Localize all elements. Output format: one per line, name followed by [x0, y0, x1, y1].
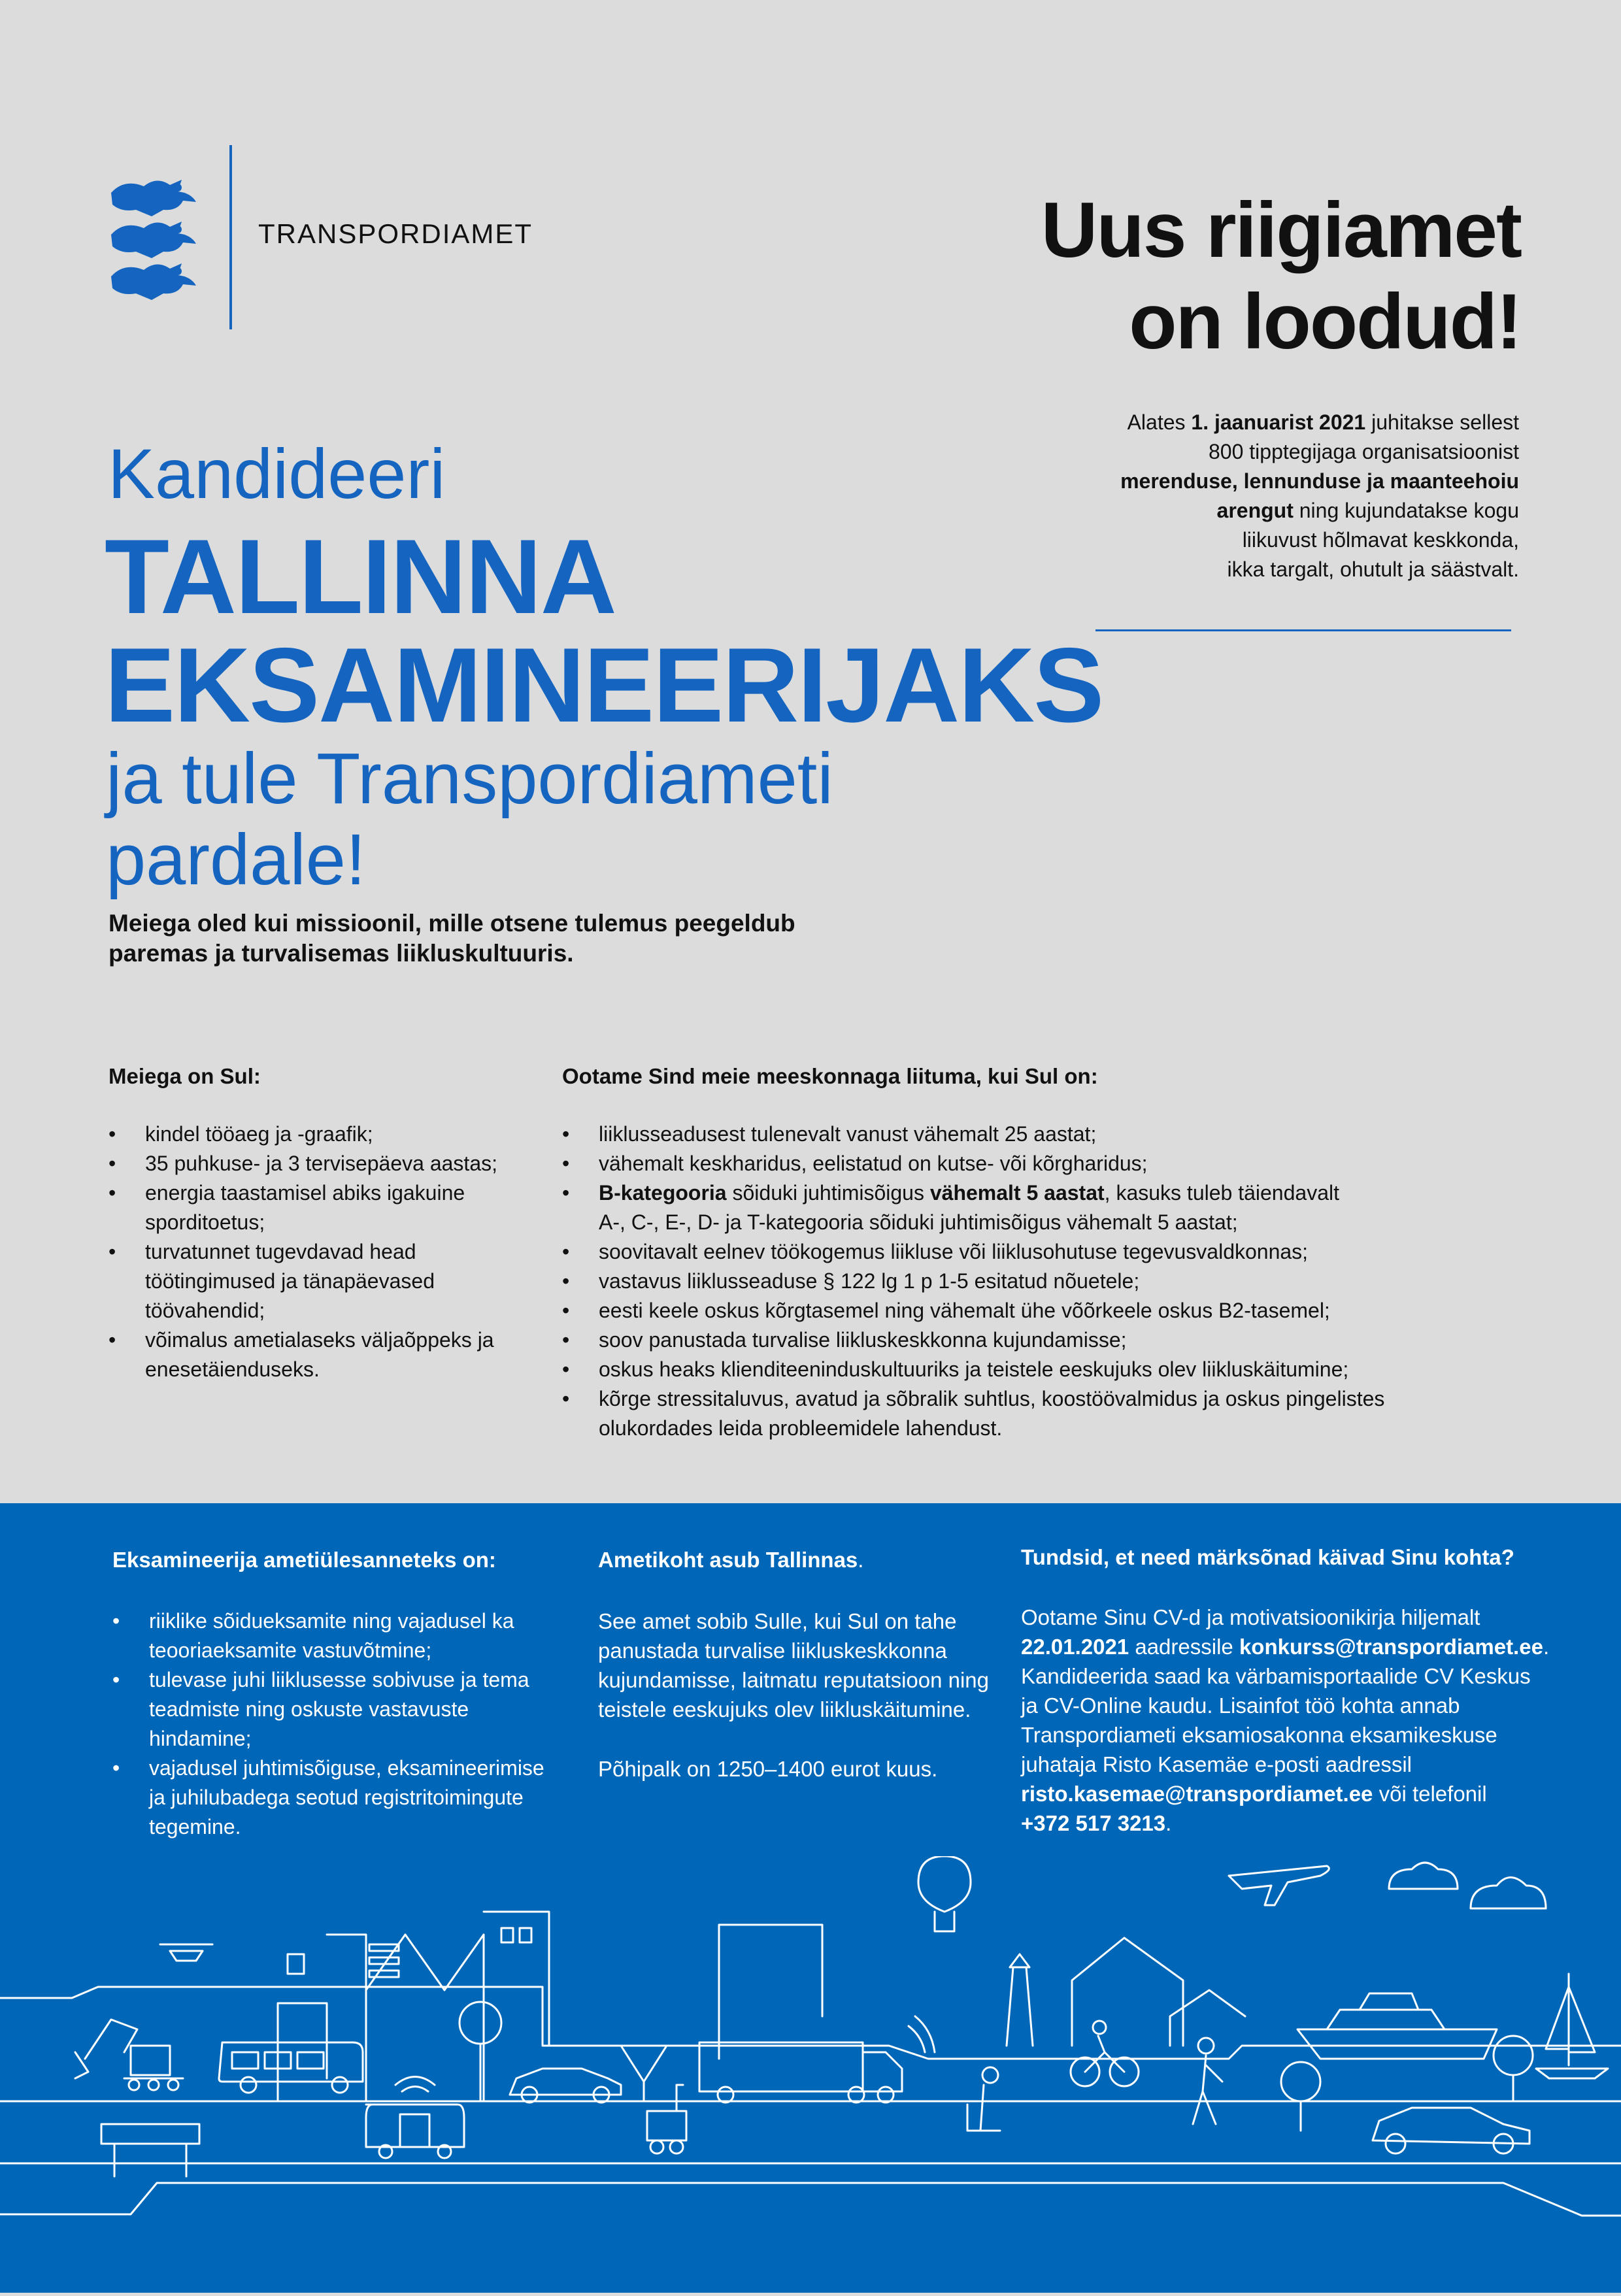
list-item: • B-kategooria sõiduki juhtimisõigus vähemalt 5 aastat, kasuks tuleb täiendavalt A-, C-, E-, D- ja T-kategooria sõiduki juhtimisõigus vähemalt 5 aastat;: [562, 1178, 1384, 1237]
application-email-link[interactable]: konkurss@transpordiamet.ee: [1239, 1635, 1543, 1659]
intro-text: Alates 1. jaanuarist 2021 juhitakse sellest 800 tipptegijaga organisatsioonist merenduse, lennunduse ja maanteehoiu arengut ning kujundatakse kogu liikuvust hõlmavat keskkonda, ikka targalt, ohutult ja säästvalt.: [1120, 410, 1519, 581]
headline-line-2: on loodud!: [1129, 278, 1521, 365]
list-item: • oskus heaks klienditeeninduskultuuriks ja teistele eeskujuks olev liikluskäitumine;: [562, 1355, 1384, 1384]
hero-subtitle: ja tule Transpordiameti pardale!: [106, 739, 833, 900]
list-item: • vajadusel juhtimisõiguse, eksamineerimise ja juhilubadega seotud registritoimingute tegemine.: [112, 1754, 544, 1842]
phone-number[interactable]: +372 517 3213: [1021, 1811, 1166, 1835]
duties-heading: Eksamineerija ametiülesanneteks on:: [112, 1548, 496, 1572]
hero-title: TALLINNA EKSAMINEERIJAKS: [105, 518, 1103, 744]
duties-list: [112, 1606, 544, 1842]
list-item: • vähemalt keskharidus, eelistatud on kutse- või kõrgharidus;: [562, 1149, 1384, 1178]
location-heading: Ametikoht asub Tallinnas.: [598, 1548, 864, 1572]
list-item: • võimalus ametialaseks väljaõppeks ja enesetäienduseks.: [109, 1325, 497, 1384]
list-item: • riiklike sõidueksamite ning vajadusel ka teooriaeksamite vastuvõtmine;: [112, 1606, 544, 1665]
cta-text: Ootame Sinu CV-d ja motivatsioonikirja hiljemalt 22.01.2021 aadressile konkurss@transpordiamet.ee. Kandideerida saad ka värbamisportaalide CV Keskus ja CV-Online kaudu. Lisainfot töö kohta annab Transpordiameti eksamiosakonna eksamikeskuse juhataja Risto Kasemäe e-posti aadressil risto.kasemae@transpordiamet.ee või telefonil +372 517 3213.: [1021, 1605, 1550, 1835]
benefits-list: [109, 1120, 497, 1384]
list-item: • kõrge stressitaluvus, avatud ja sõbralik suhtlus, koostöövalmidus ja oskus pingelistes olukordades leida probleemidele lahendust.: [562, 1384, 1384, 1443]
coat-of-arms-icon: [105, 173, 203, 304]
deadline-date: 22.01.2021: [1021, 1635, 1129, 1659]
cta-heading: Tundsid, et need märksõnad käivad Sinu kohta?: [1021, 1545, 1514, 1569]
headline-line-1: Uus riigiamet: [1041, 186, 1521, 274]
contact-email-link[interactable]: risto.kasemae@transpordiamet.ee: [1021, 1782, 1373, 1806]
list-item: • tulevase juhi liiklusesse sobivuse ja tema teadmiste ning oskuste vastavuste hindamine;: [112, 1665, 544, 1754]
list-item: • eesti keele oskus kõrgtasemel ning vähemalt ühe võõrkeele oskus B2-tasemel;: [562, 1296, 1384, 1325]
list-item: • liiklusseadusest tulenevalt vanust vähemalt 25 aastat;: [562, 1120, 1384, 1149]
list-item: • kindel tööaeg ja -graafik;: [109, 1120, 497, 1149]
headline: [1041, 184, 1521, 367]
mission-statement: Meiega oled kui missioonil, mille otsene tulemus peegeldub paremas ja turvalisemas liikluskultuuris.: [109, 910, 795, 967]
logo-divider: [229, 145, 232, 329]
salary-text: Põhipalk on 1250–1400 eurot kuus.: [598, 1757, 938, 1781]
requirements-list: [562, 1120, 1384, 1443]
list-item: • soov panustada turvalise liikluskeskkonna kujundamisse;: [562, 1325, 1384, 1355]
list-item: • energia taastamisel abiks igakuine sporditoetus;: [109, 1178, 497, 1237]
org-name: TRANSPORDIAMET: [258, 218, 533, 249]
benefits-heading: Meiega on Sul:: [109, 1064, 261, 1088]
location-text: See amet sobib Sulle, kui Sul on tahe panustada turvalise liikluskeskkonna kujundamisse, laitmatu reputatsioon ning teistele eeskujuks olev liikluskäitumine.: [598, 1609, 990, 1722]
hero-kicker: Kandideeri: [108, 434, 446, 513]
divider-line: [1095, 629, 1511, 631]
list-item: • vastavus liiklusseaduse § 122 lg 1 p 1-5 esitatud nõuetele;: [562, 1267, 1384, 1296]
city-line-art-icon: [0, 1856, 1621, 2293]
list-item: • 35 puhkuse- ja 3 tervisepäeva aastas;: [109, 1149, 497, 1178]
requirements-heading: Ootame Sind meie meeskonnaga liituma, kui Sul on:: [562, 1064, 1098, 1088]
list-item: • soovitavalt eelnev töökogemus liikluse või liiklusohutuse tegevusvaldkonnas;: [562, 1237, 1384, 1267]
list-item: • turvatunnet tugevdavad head töötingimused ja tänapäevased töövahendid;: [109, 1237, 497, 1325]
